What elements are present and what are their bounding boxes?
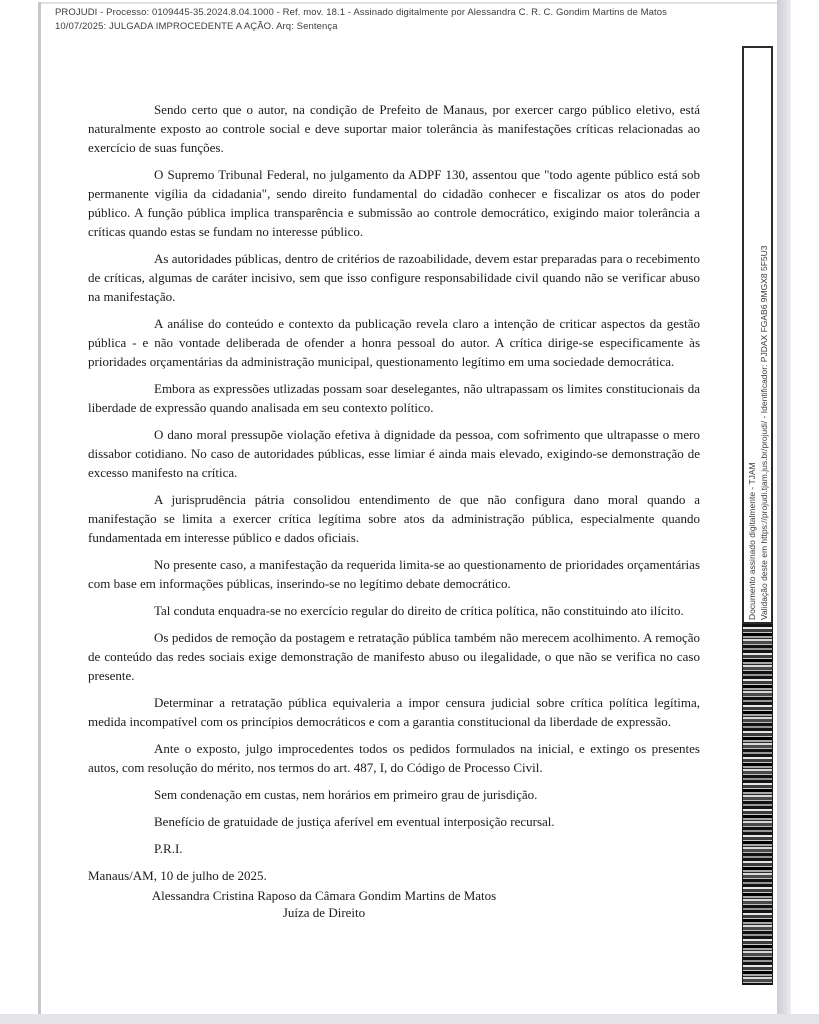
paragraph-2: O Supremo Tribunal Federal, no julgamento da ADPF 130, assentou que "todo agente público está sob permanente vigília da cidadania", sendo direito fundamental do cidadão conhecer e fiscalizar os atos do poder público. A função pública implica transparência e submissão ao controle democrático, exigindo maior tolerância a críticas quando estas se fundam no interesse público. [88,167,700,239]
paragraph-13: Sem condenação em custas, nem horários em primeiro grau de jurisdição. [154,787,538,802]
paragraph-6: O dano moral pressupõe violação efetiva à dignidade da pessoa, com sofrimento que ultrapasse o mero dissabor cotidiano. No caso de autoridades públicas, esse limiar é ainda mais elevado, exigindo-se demonstração de excesso manifesto na crítica. [88,427,700,480]
page-edge-left [38,2,41,1015]
page-edge-top [38,2,789,4]
signature-role: Juíza de Direito [282,905,366,920]
header-line-1: PROJUDI - Processo: 0109445-35.2024.8.04.1000 - Ref. mov. 18.1 - Assinado digitalmente por Alessandra C. R. C. Gondim Martins de Matos [55,7,668,18]
projudi-header [55,6,705,34]
paragraph-1: Sendo certo que o autor, na condição de Prefeito de Manaus, por exercer cargo público eletivo, está naturalmente exposto ao controle social e deve suportar maior tolerância às manifestações críticas relacionadas ao exercício de suas funções. [88,102,700,155]
paragraph-10: Os pedidos de remoção da postagem e retratação pública também não merecem acolhimento. A remoção de conteúdo das redes sociais exige demonstração de manifesto abuso ou ilegalidade, o que não se verifica no caso presente. [88,630,700,683]
digital-signature-stamp [742,46,773,624]
paragraph-11: Determinar a retratação pública equivaleria a impor censura judicial sobre crítica política legítima, medida incompatível com os princípios democráticos e com a garantia constitucional da liberdade de expressão. [88,695,700,729]
barcode [742,624,773,985]
stamp-rotated-text [746,54,771,620]
paragraph-3: As autoridades públicas, dentro de critérios de razoabilidade, devem estar preparadas para o recebimento de críticas, algumas de caráter incisivo, sem que isso configure responsabilidade civil quando não se verificar abuso na manifestação. [88,251,700,304]
stamp-line-2: Validação deste em https://projudi.tjam.jus.br/projudi/ - Identificador: PJDAX FGAB6 9MGX8 5F5U3 [759,245,769,620]
paragraph-14: Benefício de gratuidade de justiça aferível em eventual interposição recursal. [154,814,555,829]
paragraph-7: A jurisprudência pátria consolidou entendimento de que não configura dano moral quando a manifestação se limita a exercer crítica legítima sobre atos da administração pública, especialmente quando fundamentada em interesse público e dados oficiais. [88,492,700,545]
stamp-line-1: Documento assinado digitalmente - TJAM [747,462,757,620]
place-date: Manaus/AM, 10 de julho de 2025. [88,868,267,883]
header-line-2: 10/07/2025: JULGADA IMPROCEDENTE A AÇÃO. Arq: Sentença [55,21,338,32]
paragraph-5: Embora as expressões utlizadas possam soar deselegantes, não ultrapassam os limites constitucionais da liberdade de expressão quando analisada em seu contexto político. [88,381,700,415]
paragraph-8: No presente caso, a manifestação da requerida limita-se ao questionamento de prioridades orçamentárias com base em informações públicas, inserindo-se no legítimo debate democrático. [88,557,700,591]
paragraph-4: A análise do conteúdo e contexto da publicação revela claro a intenção de criticar aspectos da gestão pública - e não vontade deliberada de ofender a honra pessoal do autor. A crítica dirige-se especificamente às prioridades orçamentárias da administração municipal, questionamento legítimo em uma sociedade democrática. [88,316,700,369]
paragraph-12: Ante o exposto, julgo improcedentes todos os pedidos formulados na inicial, e extingo os presentes autos, com resolução do mérito, nos termos do art. 487, I, do Código de Processo Civil. [88,741,700,775]
page-edge-right [777,0,791,1015]
signature-name: Alessandra Cristina Raposo da Câmara Gondim Martins de Matos [151,888,497,903]
paragraph-9: Tal conduta enquadra-se no exercício regular do direito de crítica política, não constituindo ato ilícito. [154,603,684,618]
signature-block [88,885,560,921]
page-edge-bottom [0,1014,819,1024]
paragraph-pri: P.R.I. [154,841,183,856]
sentence-body [88,100,700,921]
